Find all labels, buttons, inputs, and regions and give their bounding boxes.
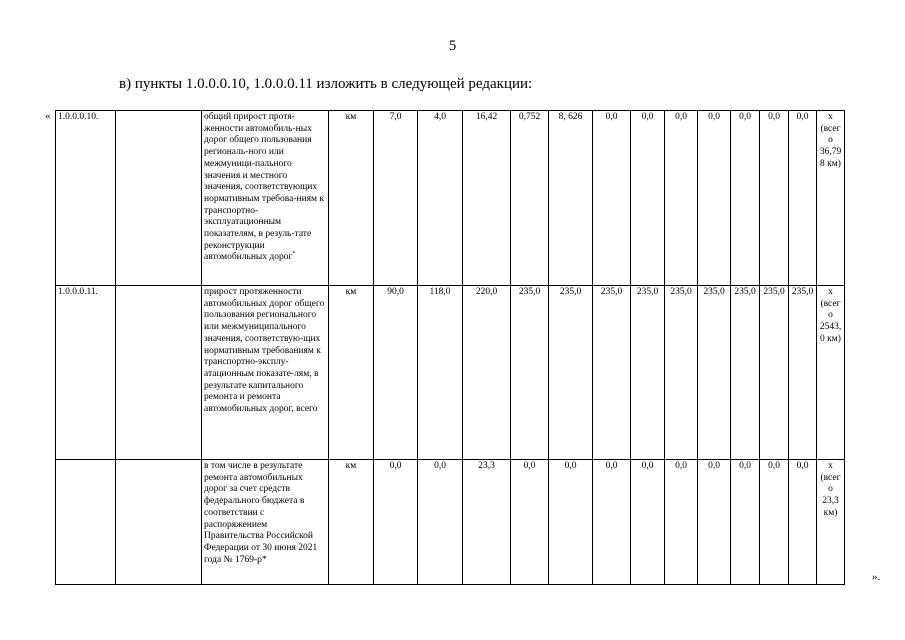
value-cell: 0,0 [760, 460, 789, 585]
value-cell: 220,0 [463, 286, 511, 460]
total-cell: х (всего 23,3 км) [817, 460, 845, 585]
value-cell: 235,0 [665, 286, 698, 460]
value-cell: 235,0 [698, 286, 731, 460]
value-cell: 0,0 [665, 460, 698, 585]
value-cell: 0,0 [731, 460, 760, 585]
value-cell: 0,0 [374, 460, 418, 585]
table-row [56, 460, 868, 585]
row-code [56, 460, 116, 585]
row-description: общий прирост протя-женности автомобиль-ных дорог общего пользования региональ-ного или межмуници-пального значения и местного значения, соответствующих нормативным требова-ниям к транспортно-эксплуатационным показателям, в резуль-тате реконструкции автомобильных дорог* [202, 111, 329, 286]
value-cell: 235,0 [760, 286, 789, 460]
value-cell: 235,0 [549, 286, 593, 460]
value-cell: 23,3 [463, 460, 511, 585]
value-cell: 4,0 [418, 111, 463, 286]
total-cell: х (всего 36,798 км) [817, 111, 845, 286]
table-row [56, 286, 868, 460]
value-cell: 90,0 [374, 286, 418, 460]
unit-cell: км [329, 460, 374, 585]
value-cell: 0,0 [698, 111, 731, 286]
blank-cell [116, 286, 202, 460]
value-cell: 0,0 [549, 460, 593, 585]
value-cell: 0,0 [665, 111, 698, 286]
row-code: 1.0.0.0.11. [56, 286, 116, 460]
table-row [56, 111, 868, 286]
value-cell: 0,0 [631, 111, 665, 286]
value-cell: 0,0 [789, 111, 817, 286]
row-description: в том числе в результате ремонта автомобильных дорог за счет средств федерального бюджета в соответствии с распоряжением Правительства Российской Федерации от 30 июня 2021 года № 1769-р* [202, 460, 329, 585]
blank-cell [116, 111, 202, 286]
value-cell: 0,0 [593, 460, 631, 585]
closing-quote: ». [872, 571, 881, 583]
value-cell: 235,0 [731, 286, 760, 460]
value-cell: 16,42 [463, 111, 511, 286]
unit-cell: км [329, 286, 374, 460]
row-code: 1.0.0.0.10. [56, 111, 116, 286]
value-cell: 0,0 [511, 460, 549, 585]
total-cell: х (всего 2543,0 км) [817, 286, 845, 460]
page-number: 5 [448, 38, 457, 54]
value-cell: 0,752 [511, 111, 549, 286]
amendment-heading: в) пункты 1.0.0.0.10, 1.0.0.0.11 изложить в следующей редакции: [119, 76, 533, 92]
value-cell: 0,0 [698, 460, 731, 585]
indicators-table [55, 110, 868, 585]
value-cell: 0,0 [789, 460, 817, 585]
opening-quote: « [45, 110, 51, 122]
value-cell: 8, 626 [549, 111, 593, 286]
value-cell: 0,0 [418, 460, 463, 585]
value-cell: 7,0 [374, 111, 418, 286]
value-cell: 0,0 [731, 111, 760, 286]
blank-cell [116, 460, 202, 585]
value-cell: 118,0 [418, 286, 463, 460]
value-cell: 235,0 [789, 286, 817, 460]
value-cell: 235,0 [631, 286, 665, 460]
value-cell: 0,0 [760, 111, 789, 286]
unit-cell: км [329, 111, 374, 286]
row-description: прирост протяженности автомобильных дорог общего пользования регионального или межмуниципального значения, соответствую-щих нормативным требованиям к транспортно-эксплу-атационным показате-лям, в результате капитального ремонта и ремонта автомобильных дорог, всего [202, 286, 329, 460]
value-cell: 0,0 [631, 460, 665, 585]
value-cell: 0,0 [593, 111, 631, 286]
value-cell: 235,0 [593, 286, 631, 460]
value-cell: 235,0 [511, 286, 549, 460]
footnote-mark: * [292, 251, 296, 258]
